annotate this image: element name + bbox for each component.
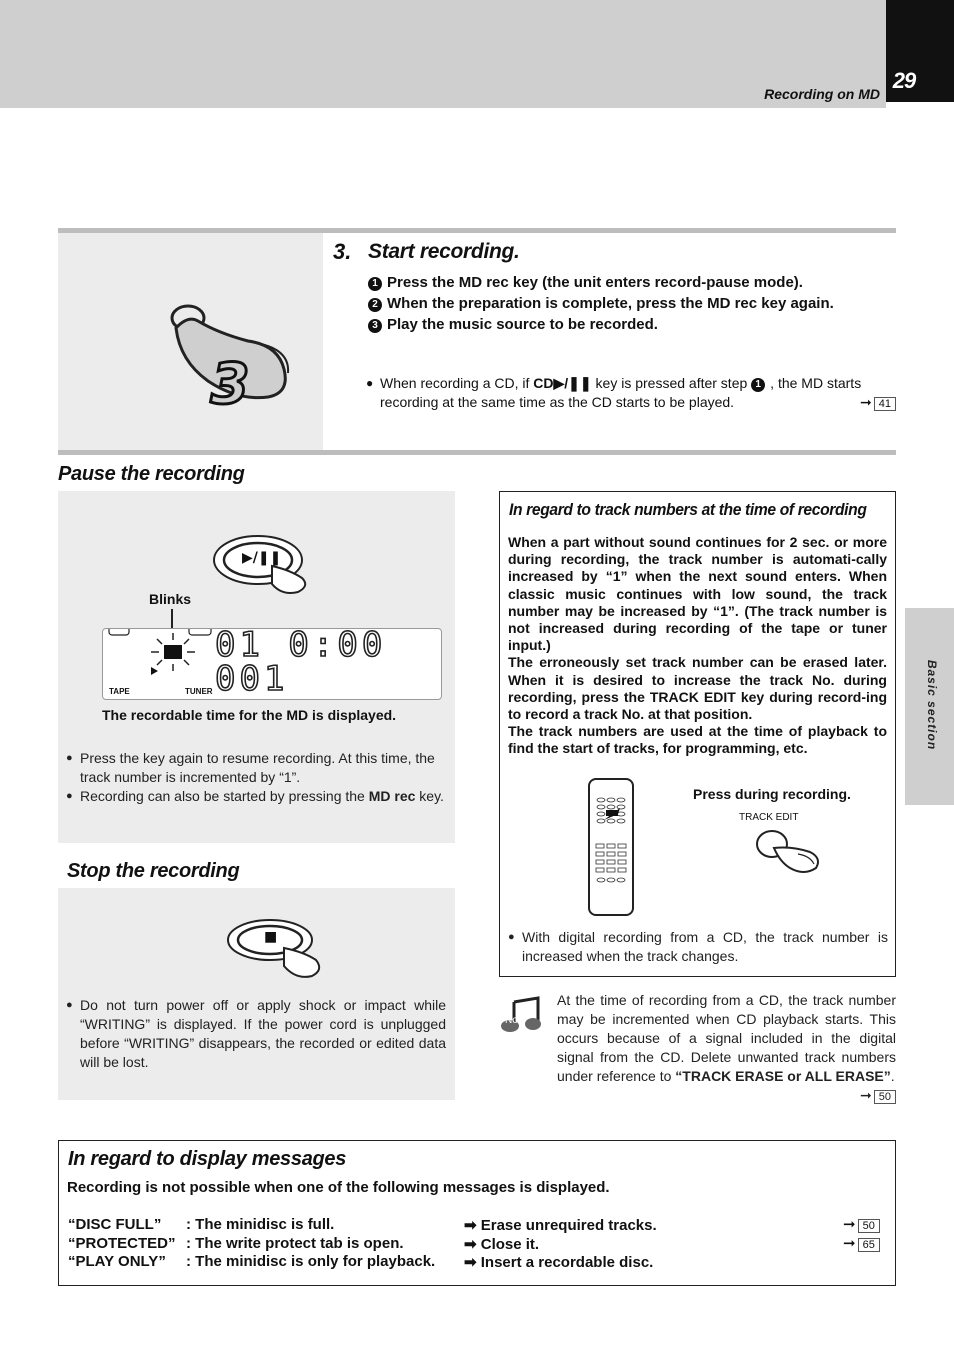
bullet-item: ● With digital recording from a CD, the track number is increased when the track changes.	[508, 928, 888, 966]
message-description: : The minidisc is full.	[186, 1216, 335, 1233]
svg-text:3: 3	[210, 352, 250, 417]
step-image-panel	[58, 233, 323, 450]
blinks-label: Blinks	[149, 591, 192, 607]
track-edit-key-label: TRACK EDIT	[739, 812, 799, 823]
step-note	[366, 374, 896, 412]
bullet-text: Recording can also be started by pressing the	[80, 788, 369, 804]
lcd-display	[102, 628, 442, 700]
lcd-track-time: 01 0:00	[215, 628, 387, 665]
page-ref: ➞ 50	[860, 1086, 896, 1105]
note-icon-label: Note	[505, 1015, 527, 1026]
note-text-1: When recording a CD, if	[380, 375, 530, 391]
page-ref-number: 50	[874, 1090, 896, 1104]
stop-bullet: ● Do not turn power off or apply shock or impact while “WRITING” is displayed. If the power cord is unplugged before “WRITING” disappears, the recorded or edited data will be lost.	[66, 996, 446, 1072]
step-marker: 1	[751, 378, 765, 392]
message-name: “DISC FULL”	[68, 1216, 162, 1233]
message-description: : The write protect tab is open.	[186, 1235, 404, 1252]
note-illustration	[500, 996, 544, 1041]
stop-button-icon	[226, 914, 326, 984]
track-box-paragraph: The erroneously set track number can be erased later. When it is desired to increase the track No. during recording, press the TRACK EDIT key during record-ing to record a track No. at that position.	[508, 654, 887, 723]
note-text-3: , the MD starts recording at the same time as the CD starts to be played.	[380, 375, 862, 410]
message-action-text: Insert a recordable disc.	[480, 1254, 654, 1271]
page-ref-number: 50	[858, 1219, 880, 1233]
track-edit-hand-icon	[752, 826, 824, 876]
step-marker: 2	[368, 298, 382, 312]
page-ref: ➞ 65	[843, 1234, 880, 1252]
track-box-paragraph: The track numbers are used at the time of playback to find the start of tracks, for programming, etc.	[508, 723, 887, 757]
message-action-text: Erase unrequired tracks.	[480, 1217, 657, 1234]
page-number: 29	[892, 68, 916, 93]
instruction-text: Play the music source to be recorded.	[387, 316, 658, 333]
step-bottom-rule	[58, 450, 896, 455]
track-numbers-box	[499, 491, 896, 977]
track-box-paragraph: When a part without sound continues for 2 sec. or more during recording, the track number is automati-cally increased by “1” when the next sound enters. When classic music continues with low sound, the track number may be increased by “1”. (The track number is not increased during recording of the tape or tuner input.)	[508, 534, 887, 654]
bullet-text: Press the key again to resume recording. At this time, the track number is incremented by “1”.	[80, 750, 435, 785]
section-title: Recording on MD	[764, 86, 880, 102]
stop-heading: Stop the recording	[67, 860, 240, 882]
page-ref-number: 41	[874, 397, 896, 411]
lcd-tape-indicator: TAPE	[109, 687, 130, 696]
stop-bullets	[66, 996, 446, 1072]
side-tab-label: Basic section	[925, 659, 939, 751]
pause-bullets	[66, 749, 446, 806]
track-box-title: In regard to track numbers at the time of recording	[509, 500, 867, 519]
message-action-text: Close it.	[480, 1236, 540, 1253]
remote-control-icon	[590, 780, 632, 914]
pause-bullet	[66, 749, 446, 787]
page-ref-number: 65	[858, 1238, 880, 1252]
message-action: ➡ Close it.	[464, 1236, 540, 1253]
step-3-hand-icon	[58, 233, 323, 450]
message-row	[68, 1216, 161, 1233]
pause-heading: Pause the recording	[58, 463, 245, 485]
step-title: Start recording.	[368, 240, 520, 263]
instruction-text: When the preparation is complete, press the MD rec key again.	[387, 295, 834, 312]
md-rec-key: MD rec	[368, 788, 416, 804]
messages-heading: In regard to display messages	[68, 1148, 347, 1170]
message-description: : The minidisc is only for playback.	[186, 1253, 436, 1270]
pause-button-label: ▶/❚❚	[242, 550, 282, 566]
instruction-text: Press the MD rec key (the unit enters record-pause mode).	[387, 274, 803, 291]
message-row	[68, 1235, 176, 1252]
lcd-tuner-indicator: TUNER	[185, 687, 213, 696]
messages-intro: Recording is not possible when one of the following messages is displayed.	[67, 1179, 610, 1196]
step-number: 3.	[333, 239, 352, 264]
message-name: “PROTECTED”	[68, 1235, 176, 1252]
lcd-caption: The recordable time for the MD is displayed.	[102, 707, 397, 723]
note-body: At the time of recording from a CD, the track number may be incremented when CD playback starts. This occurs because of a signal included in the digital signal from the CD. Delete unwanted track numbers under reference to	[557, 992, 896, 1084]
track-edit-hand-illustration	[752, 826, 824, 881]
remote-control-illustration	[588, 778, 634, 916]
pause-button-illustration	[212, 526, 312, 596]
instruction-1	[368, 274, 803, 291]
step-marker: 1	[368, 277, 382, 291]
bullet-text: key.	[415, 788, 444, 804]
instruction-3	[368, 316, 658, 333]
track-box-bullet	[508, 928, 888, 966]
note-period: .	[890, 1068, 895, 1084]
note-text-2: key is pressed after step	[595, 375, 748, 391]
page-ref: ➞ 41	[860, 393, 896, 412]
page-ref: ➞ 50	[843, 1215, 880, 1233]
press-during-recording-label: Press during recording.	[693, 786, 851, 802]
bullet-dot: ●	[366, 376, 374, 390]
stop-button-illustration	[226, 914, 326, 984]
note-reference-title: “TRACK ERASE or ALL ERASE”	[675, 1068, 891, 1084]
lcd-disc-remaining: 001	[215, 659, 289, 699]
message-name: “PLAY ONLY”	[68, 1253, 166, 1270]
display-messages-box	[58, 1140, 896, 1286]
step-marker: 3	[368, 319, 382, 333]
stop-button-label: ■	[264, 929, 278, 945]
pause-bullet	[66, 787, 446, 806]
message-row	[68, 1253, 166, 1270]
cd-play-key: CD▶/❚❚	[533, 375, 592, 391]
note-text	[557, 991, 896, 1105]
track-box-body	[508, 534, 887, 758]
message-action: ➡ Erase unrequired tracks.	[464, 1217, 657, 1234]
instruction-2	[368, 295, 834, 312]
message-action: ➡ Insert a recordable disc.	[464, 1254, 654, 1271]
